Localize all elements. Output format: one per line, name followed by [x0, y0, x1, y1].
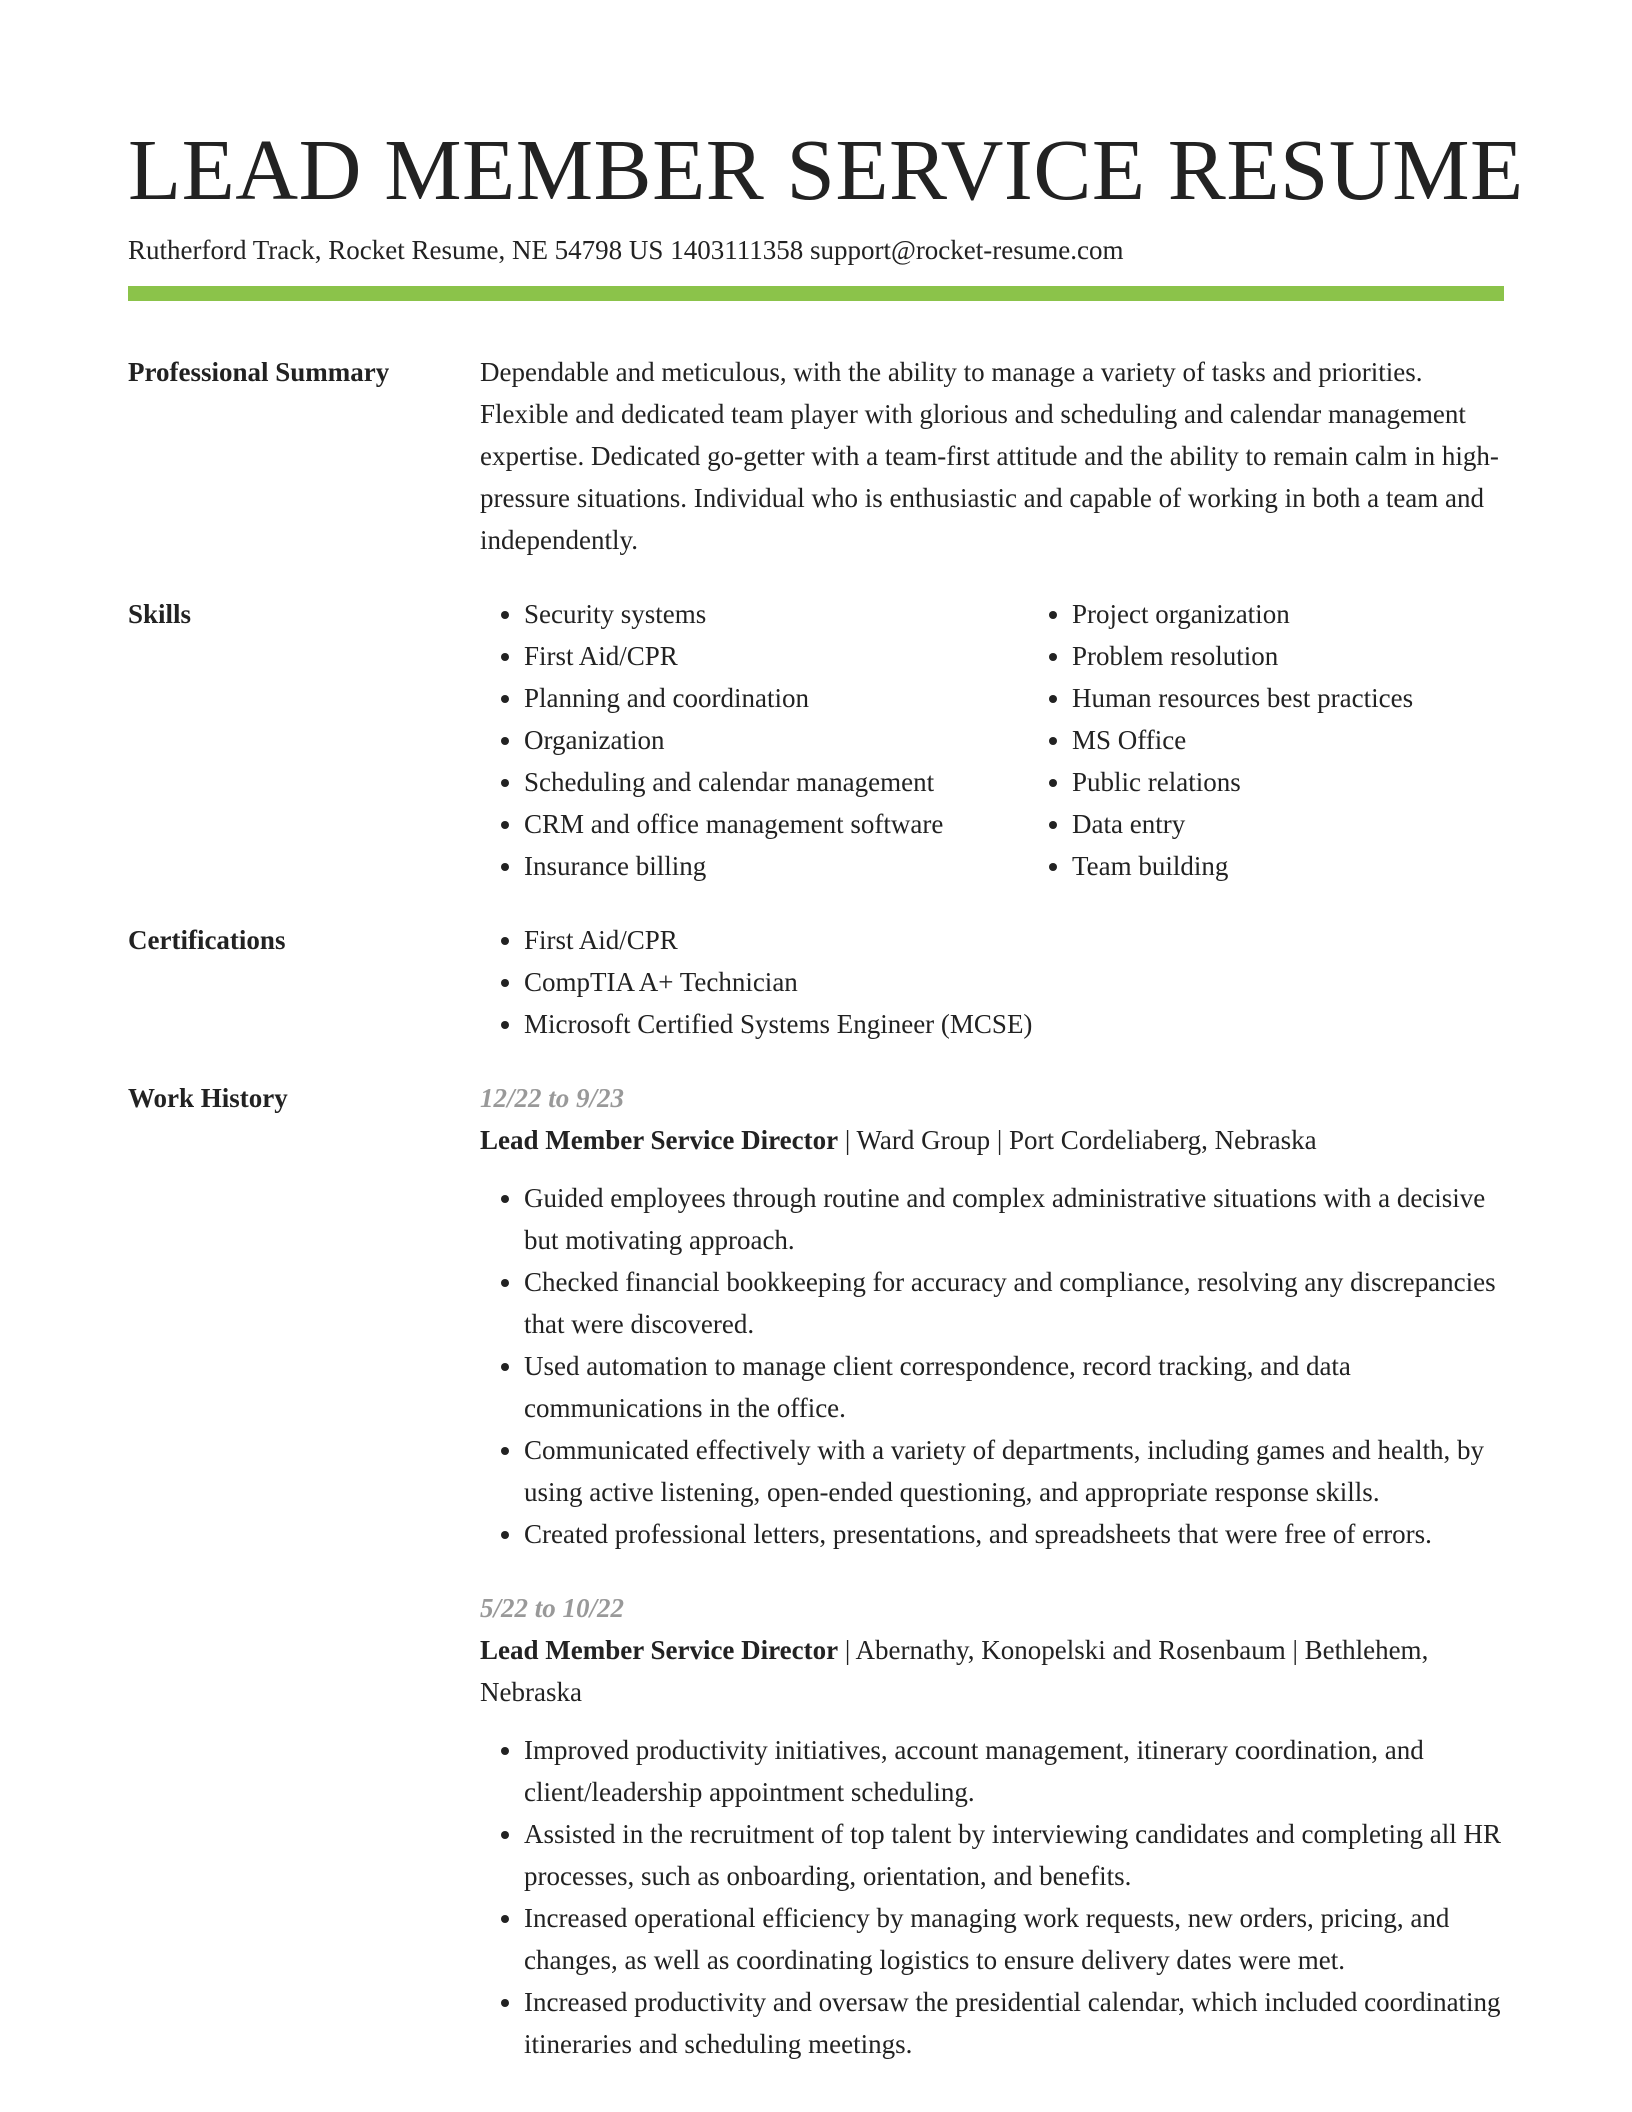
skills-column-2: [1028, 593, 1592, 887]
certification-item: • Microsoft Certified Systems Engineer (MCSE): [524, 1003, 1504, 1045]
job-title: Lead Member Service Director: [480, 1125, 839, 1155]
job-dates: 5/22 to 10/22: [480, 1593, 625, 1623]
skill-item: • Planning and coordination: [524, 677, 1028, 719]
skill-item: • Scheduling and calendar management: [524, 761, 1028, 803]
job-bullet: • Improved productivity initiatives, account management, itinerary coordination, and client/leadership appointment scheduling.: [524, 1729, 1504, 1813]
certifications-list: [480, 919, 1504, 1045]
job-bullet: • Created professional letters, presentations, and spreadsheets that were free of errors.: [524, 1513, 1504, 1555]
job-bullet: • Guided employees through routine and complex administrative situations with a decisive but motivating approach.: [524, 1177, 1504, 1261]
contact-line: [128, 232, 1504, 268]
skills-body: [480, 593, 1592, 887]
job-bullet: • Checked financial bookkeeping for accuracy and compliance, resolving any discrepancies that were discovered.: [524, 1261, 1504, 1345]
skill-item: • Security systems: [524, 593, 1028, 635]
job-title: Lead Member Service Director: [480, 1635, 839, 1665]
job-bullet: • Used automation to manage client correspondence, record tracking, and data communications in the office.: [524, 1345, 1504, 1429]
summary-heading: Professional Summary: [128, 357, 390, 387]
work-history-section: [128, 1077, 1504, 2065]
skill-item: • First Aid/CPR: [524, 635, 1028, 677]
certification-item: • First Aid/CPR: [524, 919, 1504, 961]
skill-item: • Problem resolution: [1072, 635, 1592, 677]
job-header: [480, 1629, 1504, 1713]
job-header: [480, 1119, 1504, 1161]
skill-item: • Project organization: [1072, 593, 1592, 635]
certifications-heading: Certifications: [128, 925, 286, 955]
summary-section: [128, 351, 1504, 561]
certifications-body: [480, 919, 1504, 1045]
summary-text: Dependable and meticulous, with the ability to manage a variety of tasks and priorities. Flexible and dedicated team player with glorious and scheduling and calendar management expertise. Dedicated go-getter with a team-first attitude and the ability to remain calm in high-pressure situations. Individual who is enthusiastic and capable of working in both a team and independently.: [480, 357, 1499, 555]
certifications-section: [128, 919, 1504, 1045]
job-entry: [480, 1077, 1504, 1555]
skill-item: • Public relations: [1072, 761, 1592, 803]
resume-title: LEAD MEMBER SERVICE RESUME: [128, 121, 1524, 218]
skills-grid: [480, 593, 1592, 887]
skill-item: • Human resources best practices: [1072, 677, 1592, 719]
skills-heading: Skills: [128, 599, 192, 629]
summary-body: [480, 351, 1504, 561]
skill-item: • Organization: [524, 719, 1028, 761]
resume-page: [128, 118, 1524, 2065]
skills-column-1: [480, 593, 1028, 887]
job-bullet: • Assisted in the recruitment of top talent by interviewing candidates and completing all HR processes, such as onboarding, orientation, and benefits.: [524, 1813, 1504, 1897]
skill-item: • Insurance billing: [524, 845, 1028, 887]
skill-item: • MS Office: [1072, 719, 1592, 761]
contact-email: support@rocket-resume.com: [809, 235, 1124, 265]
work-history-heading: Work History: [128, 1083, 288, 1113]
job-bullet: • Increased productivity and oversaw the presidential calendar, which included coordinating itineraries and scheduling meetings.: [524, 1981, 1504, 2065]
skill-item: • Team building: [1072, 845, 1592, 887]
job-bullet: • Communicated effectively with a variety of departments, including games and health, by using active listening, open-ended questioning, and appropriate response skills.: [524, 1429, 1504, 1513]
contact-phone: 1403111358: [670, 235, 804, 265]
job-dates: 12/22 to 9/23: [480, 1083, 625, 1113]
work-history-body: [480, 1077, 1504, 2065]
skill-item: • Data entry: [1072, 803, 1592, 845]
job-details: | Ward Group | Port Cordeliaberg, Nebraska: [838, 1125, 1317, 1155]
job-bullets: [480, 1177, 1504, 1555]
job-bullets: [480, 1729, 1504, 2065]
certification-item: • CompTIA A+ Technician: [524, 961, 1504, 1003]
contact-address: Rutherford Track, Rocket Resume, NE 54798 US: [128, 235, 664, 265]
job-details: | Abernathy, Konopelski and Rosenbaum | Bethlehem, Nebraska: [480, 1635, 1429, 1707]
skills-section: [128, 593, 1504, 887]
skill-item: • CRM and office management software: [524, 803, 1028, 845]
job-entry: [480, 1587, 1504, 2065]
header-divider: [128, 286, 1504, 301]
job-bullet: • Increased operational efficiency by managing work requests, new orders, pricing, and changes, as well as coordinating logistics to ensure delivery dates were met.: [524, 1897, 1504, 1981]
